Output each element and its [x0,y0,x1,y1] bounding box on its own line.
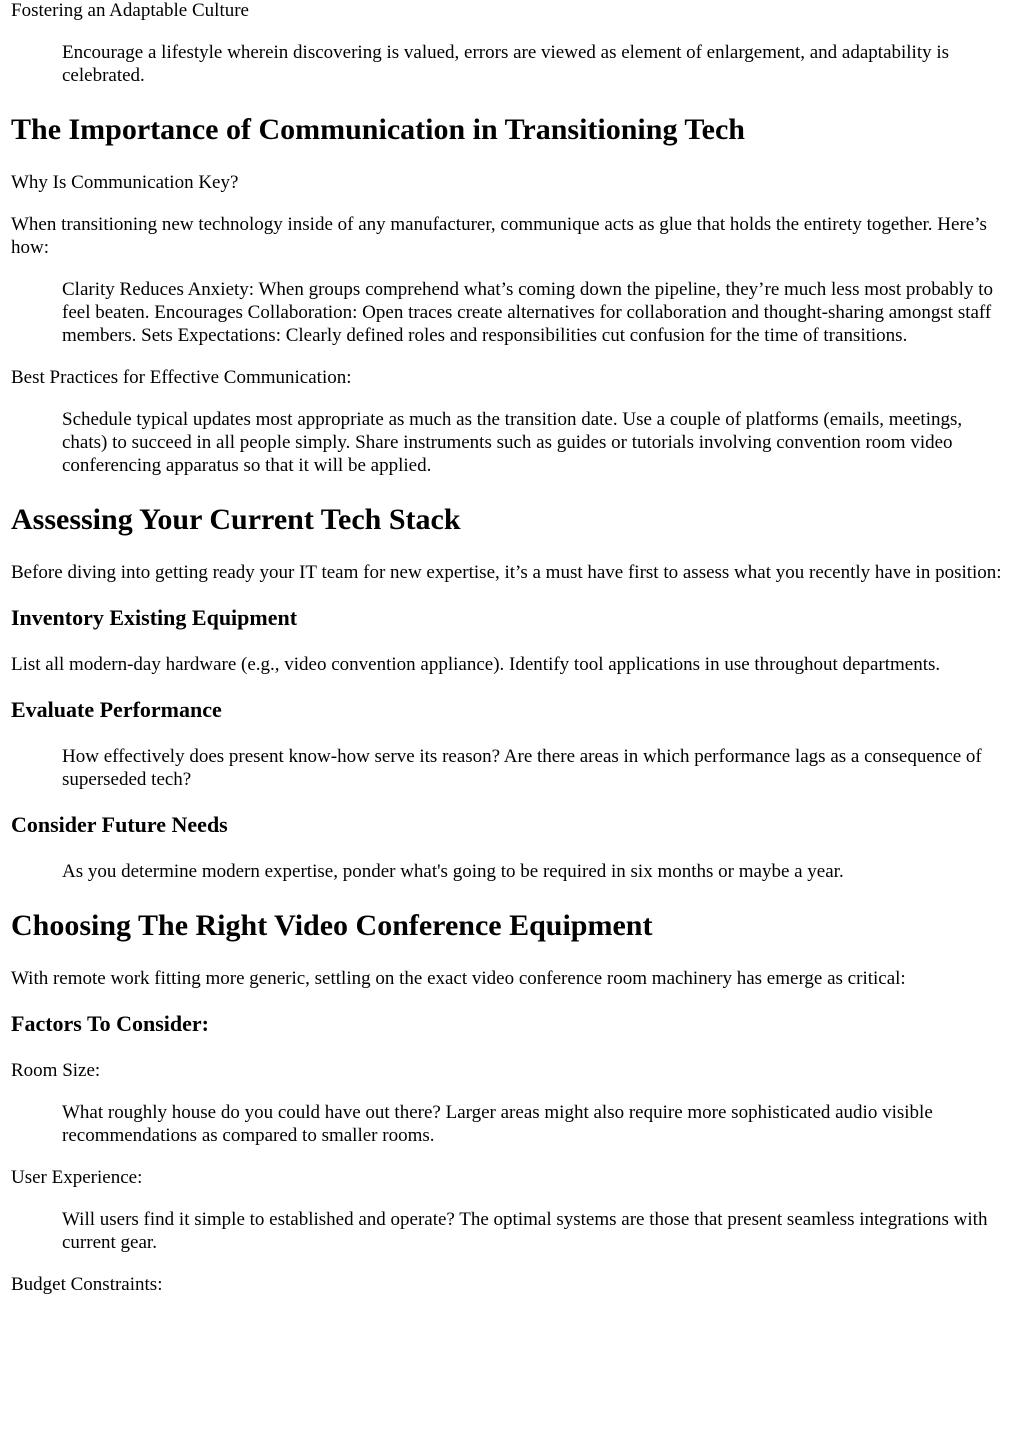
heading-choosing-video-equipment: Choosing The Right Video Conference Equipment [11,909,653,942]
heading-assessing-tech-stack: Assessing Your Current Tech Stack [11,503,461,536]
paragraph-fostering-culture: Fostering an Adaptable Culture [11,0,249,21]
subheading-factors-to-consider: Factors To Consider: [11,1011,209,1036]
paragraph-best-practices: Best Practices for Effective Communication: [11,367,352,388]
paragraph-user-experience: User Experience: [11,1167,143,1188]
heading-importance-of-communication: The Importance of Communication in Transitioning Tech [11,113,745,146]
subheading-evaluate-performance: Evaluate Performance [11,697,222,722]
blockquote-how-effectively: How effectively does present know-how serve its reason? Are there areas in which performance lags as a consequence of superseded tech? [62,746,982,790]
blockquote-clarity-reduces-anxiety: Clarity Reduces Anxiety: When groups comprehend what’s coming down the pipeline, they’re much less most probably to feel beaten. Encourages Collaboration: Open traces create alternatives for collaboration and thought-sharing amongst staff members. Sets Expectations: Clearly defined roles and responsibilities cut confusion for the time of transitions. [62,279,993,346]
subheading-inventory-equipment: Inventory Existing Equipment [11,605,298,630]
subheading-consider-future-needs: Consider Future Needs [11,812,228,837]
blockquote-room-size: What roughly house do you could have out there? Larger areas might also require more sophisticated audio visible recommendations as compared to smaller rooms. [62,1102,933,1146]
paragraph-remote-work: With remote work fitting more generic, settling on the exact video conference room machinery has emerge as critical: [11,968,906,989]
blockquote-encourage-lifestyle: Encourage a lifestyle wherein discovering is valued, errors are viewed as element of enlargement, and adaptability is celebrated. [62,42,950,86]
blockquote-determine-expertise: As you determine modern expertise, ponder what's going to be required in six months or maybe a year. [62,861,844,882]
paragraph-budget-constraints: Budget Constraints: [11,1274,163,1295]
paragraph-why-communication-key: Why Is Communication Key? [11,172,239,193]
paragraph-list-hardware: List all modern-day hardware (e.g., video convention appliance). Identify tool applications in use throughout departments. [11,654,941,675]
paragraph-before-diving: Before diving into getting ready your IT team for new expertise, it’s a must have first to assess what you recently have in position: [11,562,1002,583]
paragraph-room-size: Room Size: [11,1060,101,1081]
paragraph-transitioning-tech: When transitioning new technology inside of any manufacturer, communique acts as glue that holds the entirety together. Here’s how: [11,214,987,258]
blockquote-schedule-updates: Schedule typical updates most appropriate as much as the transition date. Use a couple of platforms (emails, meetings, chats) to succeed in all people simply. Share instruments such as guides or tutorials involving convention room video conferencing apparatus so that it will be applied. [62,409,963,476]
blockquote-user-experience: Will users find it simple to established and operate? The optimal systems are those that present seamless integrations with current gear. [62,1209,988,1253]
